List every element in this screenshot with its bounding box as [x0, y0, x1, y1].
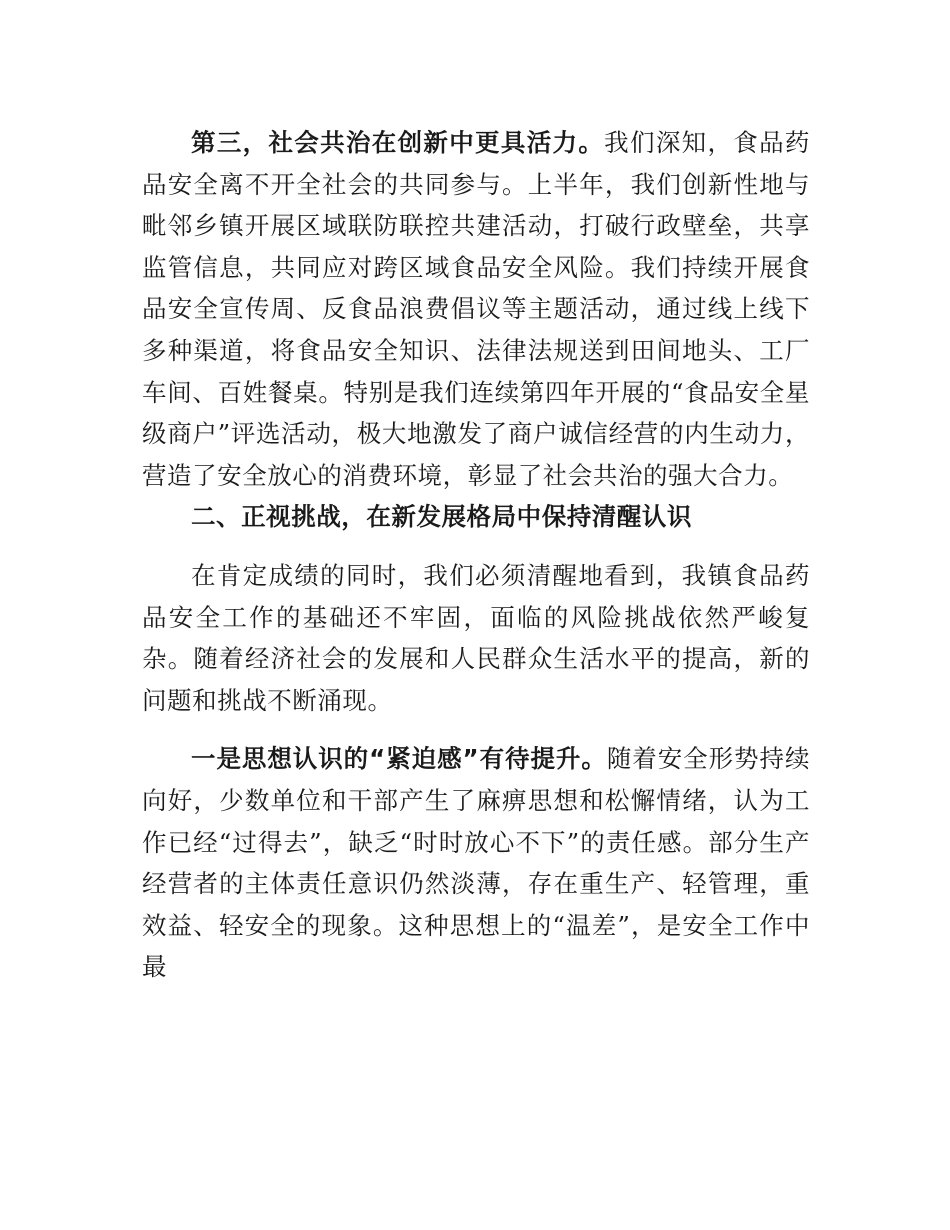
- paragraph-text: 随着安全形势持续向好，少数单位和干部产生了麻痹思想和松懈情绪，认为工作已经“过得去”，缺乏“时时放心不下”的责任感。部分生产经营者的主体责任意识仍然淡薄，存在重生产、轻管理，重效益、轻安全的现象。这种思想上的“温差”，是安全工作中最: [142, 744, 810, 982]
- paragraph-awareness: [142, 738, 810, 988]
- paragraph-social-governance: [142, 122, 810, 496]
- document-body: [142, 122, 810, 988]
- paragraph-lead-bold: 第三，社会共治在创新中更具活力。: [191, 128, 605, 157]
- paragraph-challenges-intro: [142, 555, 810, 721]
- paragraph-text: 我们深知，食品药品安全离不开全社会的共同参与。上半年，我们创新性地与毗邻乡镇开展区域联防联控共建活动，打破行政壁垒，共享监管信息，共同应对跨区域食品安全风险。我们持续开展食品安全宣传周、反食品浪费倡议等主题活动，通过线上线下多种渠道，将食品安全知识、法律法规送到田间地头、工厂车间、百姓餐桌。特别是我们连续第四年开展的“食品安全星级商户”评选活动，极大地激发了商户诚信经营的内生动力，营造了安全放心的消费环境，彰显了社会共治的强大合力。: [142, 128, 810, 490]
- paragraph-lead-bold: 一是思想认识的“紧迫感”有待提升。: [191, 744, 607, 774]
- paragraph-text: 在肯定成绩的同时，我们必须清醒地看到，我镇食品药品安全工作的基础还不牢固，面临的风险挑战依然严峻复杂。随着经济社会的发展和人民群众生活水平的提高，新的问题和挑战不断涌现。: [142, 560, 810, 715]
- section-heading: 二、正视挑战，在新发展格局中保持清醒认识: [191, 502, 692, 532]
